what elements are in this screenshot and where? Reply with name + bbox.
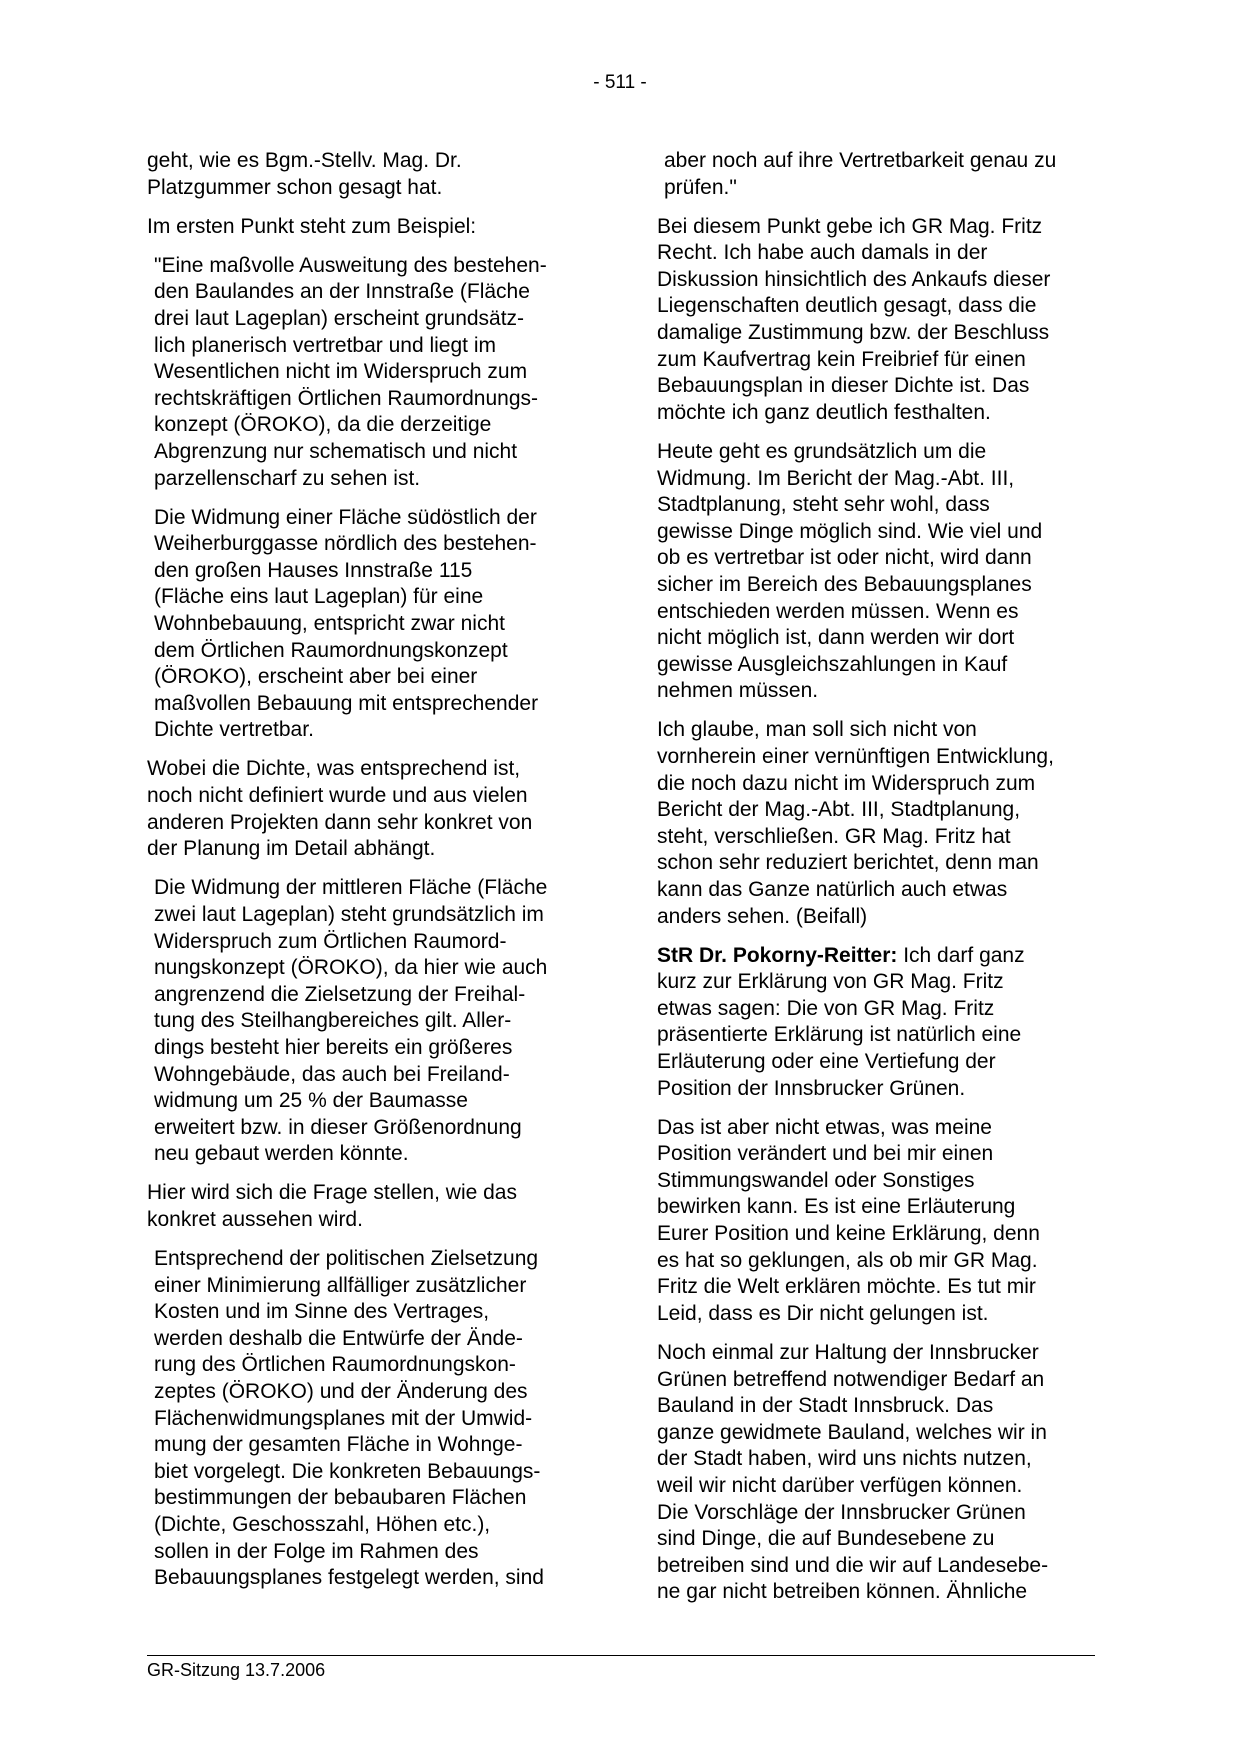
paragraph: Heute geht es grundsätzlich um die Widmung. Im Bericht der Mag.-Abt. III, Stadtplanung, steht sehr wohl, dass gewisse Dinge möglich sind. Wie viel und ob es vertretbar ist oder nicht, wird dann sicher im Bereich des Bebauungsplanes entschieden werden müssen. Wenn es nicht möglich ist, dann werden wir dort gewisse Ausgleichszahlungen in Kauf nehmen müssen. bbox=[657, 439, 1043, 703]
paragraph: Ich glaube, man soll sich nicht von vornherein einer vernünftigen Entwicklung, die noch dazu nicht im Widerspruch zum Bericht der Mag.-Abt. III, Stadtplanung, steht, verschließen. GR Mag. Fritz hat schon sehr reduziert berichtet, denn man kann das Ganze natürlich auch etwas anders sehen. (Beifall) bbox=[657, 718, 1054, 928]
paragraph: Das ist aber nicht etwas, was meine Position verändert und bei mir einen Stimmungswandel oder Sonstiges bewirken kann. Es ist eine Erläuterung Eurer Position und keine Erklärung, denn es hat so geklungen, als ob mir GR Mag. Fritz die Welt erklären möchte. Es tut mir Leid, dass es Dir nicht gelungen ist. bbox=[657, 1115, 1040, 1325]
speaker-paragraph bbox=[657, 943, 1097, 1103]
paragraph: Wobei die Dichte, was entsprechend ist, noch nicht definiert wurde und aus vielen anderen Projekten dann sehr konkret von der Planung im Detail abhängt. bbox=[147, 757, 533, 861]
speaker-name: StR Dr. Pokorny-Reitter: bbox=[657, 943, 898, 967]
paragraph: geht, wie es Bgm.-Stellv. Mag. Dr. Platzgummer schon gesagt hat. bbox=[147, 149, 462, 199]
paragraph: Bei diesem Punkt gebe ich GR Mag. Fritz Recht. Ich habe auch damals in der Diskussion hinsichtlich des Ankaufs dieser Liegenschaften deutlich gesagt, dass die damalige Zustimmung bzw. der Beschluss zum Kaufvertrag kein Freibrief für einen Bebauungsplan in dieser Dichte ist. Das möchte ich ganz deutlich festhalten. bbox=[657, 214, 1051, 424]
quoted-paragraph: Die Widmung einer Fläche südöstlich der Weiherburggasse nördlich des bestehen- den großen Hauses Innstraße 115 (Fläche eins laut Lageplan) für eine Wohnbebauung, entspricht zwar nicht dem Örtlichen Raumordnungskonzept (ÖROKO), erscheint aber bei einer maßvollen Bebauung mit entsprechender Dichte vertretbar. bbox=[154, 505, 539, 742]
page-number: - 511 - bbox=[593, 72, 647, 93]
quoted-paragraph: Entsprechend der politischen Zielsetzung einer Minimierung allfälliger zusätzlicher Kosten und im Sinne des Vertrages, werden deshalb die Entwürfe der Ände- rung des Örtlichen Raumordnungskon- zeptes (ÖROKO) und der Änderung des Flächenwidmungsplanes mit der Umwid- mung der gesamten Fläche in Wohnge- biet vorgelegt. Die konkreten Bebauungs- bestimmungen der bebaubaren Flächen (Dichte, Geschosszahl, Höhen etc.), sollen in der Folge im Rahmen des Bebauungsplanes festgelegt werden, sind bbox=[154, 1247, 544, 1590]
quoted-paragraph: aber noch auf ihre Vertretbarkeit genau zu prüfen." bbox=[664, 149, 1057, 199]
paragraph: Im ersten Punkt steht zum Beispiel: bbox=[147, 214, 477, 238]
footer-divider bbox=[147, 1655, 1095, 1656]
paragraph: Hier wird sich die Frage stellen, wie das konkret aussehen wird. bbox=[147, 1181, 517, 1231]
footer-label: GR-Sitzung 13.7.2006 bbox=[147, 1660, 326, 1680]
paragraph: Noch einmal zur Haltung der Innsbrucker Grünen betreffend notwendiger Bedarf an Bauland in der Stadt Innsbruck. Das ganze gewidmete Bauland, welches wir in der Stadt haben, wird uns nichts nutzen, weil wir nicht darüber verfügen können. Die Vorschläge der Innsbrucker Grünen sind Dinge, die auf Bundesebene zu betreiben sind und die wir auf Landesebe- ne gar nicht betreiben können. Ähnliche bbox=[657, 1340, 1049, 1604]
speaker-text: Ich darf ganz kurz zur Erklärung von GR Mag. Fritz etwas sagen: Die von GR Mag. Fritz präsentierte Erklärung ist natürlich eine Erläuterung oder eine Vertiefung der Position der Innsbrucker Grünen. bbox=[657, 943, 1025, 1100]
quoted-paragraph: "Eine maßvolle Ausweitung des bestehen- den Baulandes an der Innstraße (Fläche drei laut Lageplan) erscheint grundsätz- lich planerisch vertretbar und liegt im Wesentlichen nicht im Widerspruch zum rechtskräftigen Örtlichen Raumordnungs- konzept (ÖROKO), da die derzeitige Abgrenzung nur schematisch und nicht parzellenscharf zu sehen ist. bbox=[154, 253, 547, 490]
left-column bbox=[147, 148, 602, 1604]
right-column bbox=[657, 148, 1097, 1618]
quoted-paragraph: Die Widmung der mittleren Fläche (Fläche zwei laut Lageplan) steht grundsätzlich im Widerspruch zum Örtlichen Raumord- nungskonzept (ÖROKO), da hier wie auch angrenzend die Zielsetzung der Freihal- tung des Steilhangbereiches gilt. Aller- dings besteht hier bereits ein größeres Wohngebäude, das auch bei Freiland- widmung um 25 % der Baumasse erweitert bzw. in dieser Größenordnung neu gebaut werden könnte. bbox=[154, 876, 548, 1166]
